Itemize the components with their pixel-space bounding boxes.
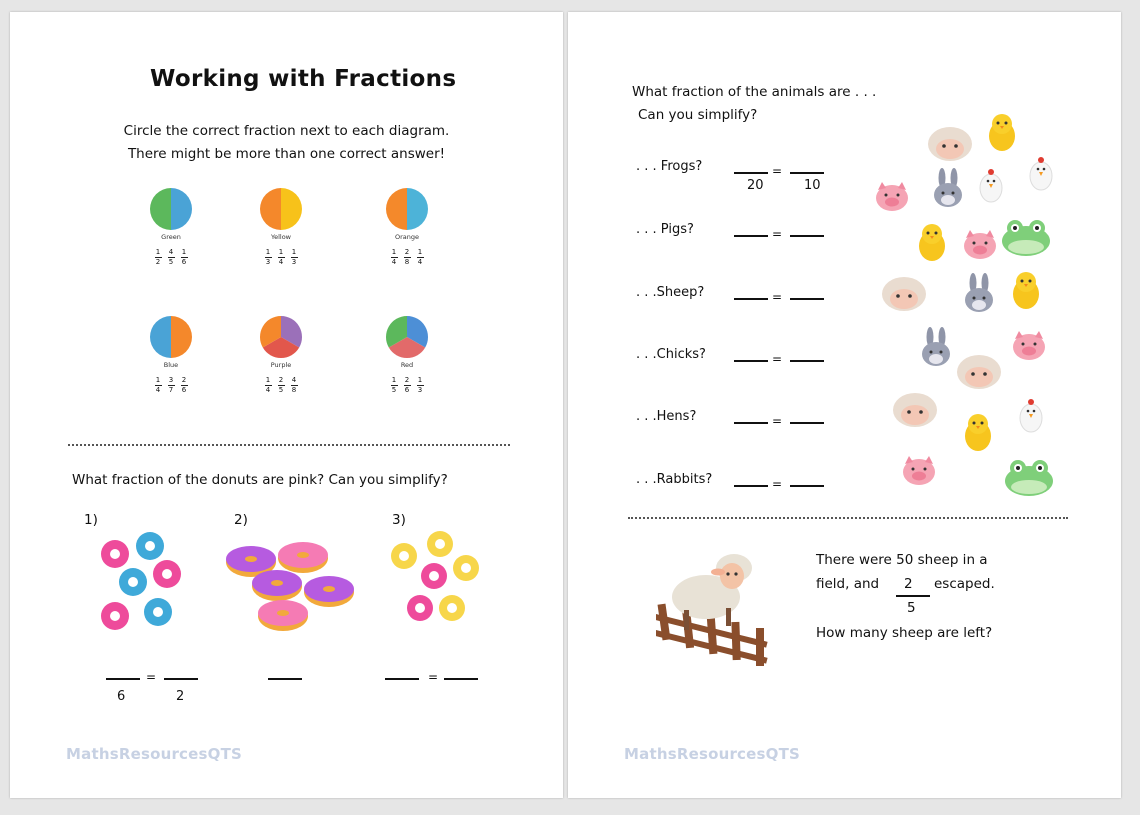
pie-slice bbox=[260, 188, 281, 230]
denominator: 6 bbox=[117, 689, 126, 704]
worksheet-page-left bbox=[10, 12, 563, 798]
sheep-problem-line-1: There were 50 sheep in a bbox=[816, 552, 988, 568]
yellow-donut bbox=[439, 595, 465, 621]
animals-question: What fraction of the animals are . . . bbox=[632, 84, 877, 100]
sheep-fence-illustration bbox=[656, 542, 781, 672]
animal-illustrations bbox=[868, 92, 1068, 502]
pink-donut bbox=[421, 563, 447, 589]
sheep-icon bbox=[893, 393, 937, 427]
pie-label: Orange bbox=[394, 233, 420, 241]
answer-blank[interactable] bbox=[734, 485, 768, 487]
answer-blank[interactable] bbox=[790, 360, 824, 362]
answer-blank[interactable] bbox=[734, 422, 768, 424]
answer-blank[interactable] bbox=[164, 678, 198, 680]
sheep-icon bbox=[882, 277, 926, 311]
pie-slice bbox=[150, 316, 171, 358]
chick-icon bbox=[919, 224, 945, 261]
chick-icon bbox=[1013, 272, 1039, 309]
equals-sign: = bbox=[772, 227, 783, 241]
animal-question-label: . . . Pigs? bbox=[636, 222, 694, 237]
fraction-bar bbox=[896, 595, 930, 597]
sheep-icon bbox=[957, 355, 1001, 389]
donut-group-1 bbox=[95, 532, 190, 642]
fraction-choices bbox=[367, 249, 447, 266]
rabbit-icon bbox=[965, 273, 993, 312]
pig-icon bbox=[1013, 331, 1045, 360]
instruction-line-1: Circle the correct fraction next to each diagram. bbox=[123, 123, 450, 139]
fraction-choice[interactable]: $\frac{1}{3}$ bbox=[291, 248, 297, 266]
equals-sign: = bbox=[146, 670, 157, 684]
pig-icon bbox=[876, 182, 908, 211]
pie-label: Red bbox=[400, 361, 414, 369]
equals-sign: = bbox=[772, 290, 783, 304]
fraction-choices bbox=[241, 249, 321, 266]
donut-question: What fraction of the donuts are pink? Can you simplify? bbox=[72, 472, 448, 488]
pink-donut bbox=[153, 560, 181, 588]
sheep-icon bbox=[672, 554, 752, 630]
pie-diagram-1 bbox=[148, 186, 194, 232]
equals-sign: = bbox=[428, 670, 439, 684]
blue-donut bbox=[144, 598, 172, 626]
donut-group-3 bbox=[388, 530, 488, 630]
pie-diagram-3 bbox=[384, 186, 430, 232]
yellow-donut bbox=[391, 543, 417, 569]
animal-question-label: . . .Hens? bbox=[636, 409, 697, 424]
fraction-choice[interactable]: $\frac{2}{5}$ bbox=[278, 376, 284, 394]
blue-donut bbox=[136, 532, 164, 560]
fraction-choices bbox=[241, 377, 321, 394]
frog-icon bbox=[1002, 220, 1050, 256]
equals-sign: = bbox=[772, 352, 783, 366]
blue-donut bbox=[119, 568, 147, 596]
animal-question-label: . . .Rabbits? bbox=[636, 472, 713, 487]
animal-question-label: . . .Chicks? bbox=[636, 347, 706, 362]
fraction-choice[interactable]: $\frac{3}{7}$ bbox=[168, 376, 174, 394]
chick-icon bbox=[965, 414, 991, 451]
fraction-choice[interactable]: $\frac{1}{4}$ bbox=[391, 248, 397, 266]
fraction-choice[interactable]: $\frac{2}{6}$ bbox=[404, 376, 410, 394]
answer-blank[interactable] bbox=[734, 360, 768, 362]
fraction-choice[interactable]: $\frac{1}{3}$ bbox=[417, 376, 423, 394]
pie-label: Green bbox=[161, 233, 181, 241]
pie-slice bbox=[150, 188, 171, 230]
answer-blank[interactable] bbox=[790, 298, 824, 300]
fraction-choice[interactable]: $\frac{1}{5}$ bbox=[391, 376, 397, 394]
purple-donut bbox=[252, 570, 302, 601]
pink-donut bbox=[101, 602, 129, 630]
pie-label: Yellow bbox=[270, 233, 291, 241]
pie-label: Purple bbox=[270, 361, 292, 369]
pig-icon bbox=[964, 230, 996, 259]
answer-blank[interactable] bbox=[444, 678, 478, 680]
fraction-choice[interactable]: $\frac{1}{4}$ bbox=[278, 248, 284, 266]
pie-slice bbox=[407, 188, 428, 230]
fraction-choice[interactable]: $\frac{2}{8}$ bbox=[404, 248, 410, 266]
pie-slice bbox=[171, 316, 192, 358]
answer-blank[interactable] bbox=[790, 422, 824, 424]
rabbit-icon bbox=[922, 327, 950, 366]
hen-icon bbox=[980, 169, 1002, 202]
equals-sign: = bbox=[772, 414, 783, 428]
answer-blank[interactable] bbox=[385, 678, 419, 680]
answer-blank[interactable] bbox=[734, 298, 768, 300]
fraction-denominator: 5 bbox=[907, 600, 916, 616]
fraction-choice[interactable]: $\frac{4}{8}$ bbox=[291, 376, 297, 394]
answer-blank[interactable] bbox=[790, 172, 824, 174]
hen-icon bbox=[1030, 157, 1052, 190]
hen-icon bbox=[1020, 399, 1042, 432]
watermark: MathsResourcesQTS bbox=[66, 745, 243, 763]
donut-group-2 bbox=[225, 540, 360, 635]
pink-donut bbox=[101, 540, 129, 568]
denominator: 2 bbox=[176, 689, 185, 704]
yellow-donut bbox=[453, 555, 479, 581]
pig-icon bbox=[903, 456, 935, 485]
rabbit-icon bbox=[934, 168, 962, 207]
pie-slice bbox=[281, 188, 302, 230]
equals-sign: = bbox=[772, 164, 783, 178]
sheep-problem-line-2b: escaped. bbox=[934, 576, 995, 592]
chick-icon bbox=[989, 114, 1015, 151]
instruction-line-2: There might be more than one correct answer! bbox=[127, 146, 446, 162]
watermark: MathsResourcesQTS bbox=[624, 745, 801, 763]
equals-sign: = bbox=[772, 477, 783, 491]
donut-item-number: 3) bbox=[392, 512, 406, 528]
pie-diagram-6 bbox=[384, 314, 430, 360]
fraction-numerator: 2 bbox=[904, 576, 913, 592]
sheep-problem-line-3: How many sheep are left? bbox=[816, 625, 993, 641]
yellow-donut bbox=[427, 531, 453, 557]
answer-blank[interactable] bbox=[734, 172, 768, 174]
pink-donut bbox=[407, 595, 433, 621]
sheep-icon bbox=[928, 127, 972, 161]
pie-diagram-2 bbox=[258, 186, 304, 232]
sheep-problem-line-2a: field, and bbox=[816, 576, 880, 592]
denominator: 20 bbox=[747, 178, 764, 193]
fraction-choices bbox=[367, 377, 447, 394]
animal-question-label: . . . Frogs? bbox=[636, 159, 703, 174]
fraction-choice[interactable]: $\frac{1}{3}$ bbox=[265, 248, 271, 266]
instructions bbox=[10, 120, 563, 166]
fraction-choice[interactable]: $\frac{4}{5}$ bbox=[168, 248, 174, 266]
pie-diagram-4 bbox=[148, 314, 194, 360]
answer-blank[interactable] bbox=[106, 678, 140, 680]
pie-label: Blue bbox=[163, 361, 179, 369]
answer-blank[interactable] bbox=[790, 485, 824, 487]
fraction-choice[interactable]: $\frac{1}{6}$ bbox=[181, 248, 187, 266]
fraction-choices bbox=[131, 249, 211, 266]
purple-donut bbox=[304, 576, 354, 607]
pie-slice bbox=[171, 188, 192, 230]
fraction-choice[interactable]: $\frac{2}{6}$ bbox=[181, 376, 187, 394]
answer-blank[interactable] bbox=[790, 235, 824, 237]
frog-icon bbox=[1005, 460, 1053, 496]
dotted-divider bbox=[68, 444, 510, 446]
donut-item-number: 2) bbox=[234, 512, 248, 528]
answer-blank[interactable] bbox=[268, 678, 302, 680]
fraction-choice[interactable]: $\frac{1}{4}$ bbox=[417, 248, 423, 266]
pie-slice bbox=[386, 188, 407, 230]
fraction-choice[interactable]: $\frac{1}{4}$ bbox=[155, 376, 161, 394]
dotted-divider bbox=[628, 517, 1068, 519]
pink-donut bbox=[258, 600, 308, 631]
denominator: 10 bbox=[804, 178, 821, 193]
animals-subquestion: Can you simplify? bbox=[638, 107, 758, 123]
answer-blank[interactable] bbox=[734, 235, 768, 237]
page-title: Working with Fractions bbox=[150, 66, 457, 92]
fraction-choices bbox=[131, 377, 211, 394]
fraction-choice[interactable]: $\frac{1}{4}$ bbox=[265, 376, 271, 394]
worksheet-page-right bbox=[568, 12, 1121, 798]
pie-diagram-5 bbox=[258, 314, 304, 360]
pink-donut bbox=[278, 542, 328, 573]
fraction-choice[interactable]: $\frac{1}{2}$ bbox=[155, 248, 161, 266]
donut-item-number: 1) bbox=[84, 512, 98, 528]
animal-question-label: . . .Sheep? bbox=[636, 285, 705, 300]
